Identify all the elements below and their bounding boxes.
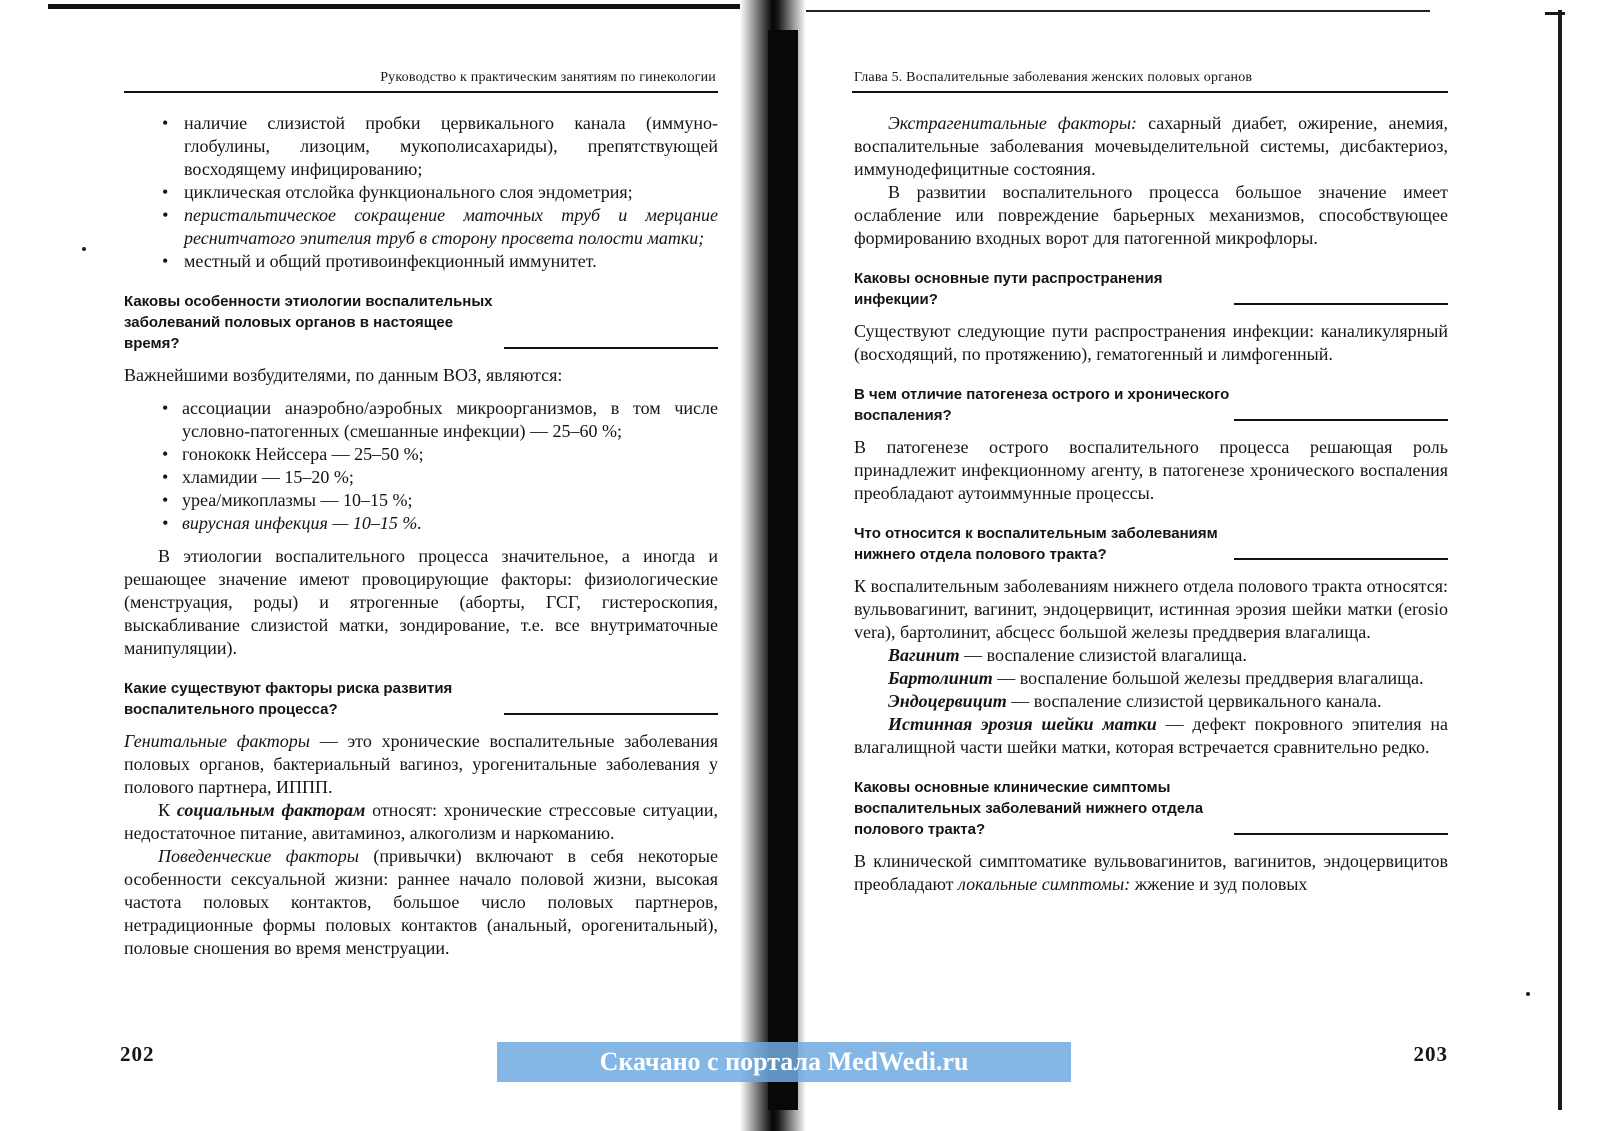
header-rule — [124, 91, 718, 93]
right-page-content — [854, 112, 1448, 896]
running-head: Руководство к практическим занятиям по гинекологии — [380, 70, 716, 85]
defense-mechanisms-list — [124, 112, 718, 273]
paragraph: В развитии воспалительного процесса большое значение имеет ослабление или повреждение барьерных механизмов, способствующее формированию входных ворот для патогенной микрофлоры. — [854, 182, 1448, 248]
question-heading — [124, 291, 718, 354]
question-heading — [854, 384, 1448, 426]
term: Поведенческие факторы — [158, 846, 359, 866]
question-heading — [854, 523, 1448, 565]
list-item: • ассоциации анаэробно/аэробных микроорганизмов, в том числе условно-патогенных (смешанные инфекции) — 25–60 %; — [124, 397, 718, 443]
definition: Истинная эрозия шейки матки — дефект покровного эпителия на влагалищной части шейки матки, которая встречается сравнительно редко. — [854, 714, 1448, 757]
scan-right-edge-tick — [1545, 12, 1565, 15]
list-item: • вирусная инфекция — 10–15 %. — [124, 512, 718, 535]
list-item: • наличие слизистой пробки цервикального канала (иммуно-глобулины, лизоцим, мукополисахариды), препятствующей восходящему инфицированию; — [124, 112, 718, 181]
question-text: Какие существуют факторы риска развития воспалительного процесса? — [124, 680, 453, 718]
list-item: • циклическая отслойка функционального слоя эндометрия; — [124, 181, 718, 204]
question-heading — [124, 678, 718, 720]
right-page — [848, 0, 1448, 1131]
definition: Вагинит — воспаление слизистой влагалища. — [888, 645, 1247, 665]
definition: Эндоцервицит — воспаление слизистой цервикального канала. — [888, 691, 1382, 711]
running-head: Глава 5. Воспалительные заболевания женских половых органов — [854, 70, 1253, 85]
book-spine-core — [768, 30, 798, 1110]
question-rule — [1234, 558, 1448, 560]
paragraph: Генитальные факторы — это хронические воспалительные заболевания половых органов, бактериальный вагиноз, урогенитальные заболевания у полового партнера, ИППП. — [124, 731, 718, 797]
term: локальные симптомы: — [958, 874, 1131, 894]
paragraph: В патогенезе острого воспалительного процесса решающая роль принадлежит инфекционному агенту, в патогенезе хронического воспаления преобладают аутоиммунные процессы. — [854, 437, 1448, 503]
term: социальным факторам — [176, 800, 366, 820]
paragraph: К воспалительным заболеваниям нижнего отдела полового тракта относятся: вульвовагинит, вагинит, эндоцервицит, истинная эрозия шейки матки (erosio vera), бартолинит, абсцесс большой железы преддверия влагалища. — [854, 576, 1448, 642]
question-rule — [1234, 303, 1448, 305]
paragraph: Экстрагенитальные факторы: сахарный диабет, ожирение, анемия, воспалительные заболевания мочевыделительной системы, дисбактериоз, иммунодефицитные состояния. — [854, 113, 1448, 179]
question-text: Каковы особенности этиологии воспалительных заболеваний половых органов в настоящее время? — [124, 293, 493, 352]
paragraph: В клинической симптоматике вульвовагинитов, вагинитов, эндоцервицитов преобладают локальные симптомы: жжение и зуд половых — [854, 851, 1448, 894]
question-rule — [504, 713, 718, 715]
definition: Бартолинит — воспаление большой железы преддверия влагалища. — [888, 668, 1424, 688]
paragraph: Поведенческие факторы (привычки) включают в себя некоторые особенности сексуальной жизни: раннее начало половой жизни, высокая частота половых контактов, большое число половых партнеров, нетрадиционные формы половых контактов (анальный, орогенитальный), половые сношения во время менструации. — [124, 846, 718, 958]
question-text: Каковы основные клинические симптомы воспалительных заболеваний нижнего отдела полового тракта? — [854, 779, 1204, 838]
list-item: • хламидии — 15–20 %; — [124, 466, 718, 489]
header-rule — [852, 91, 1448, 93]
term: Экстрагенитальные факторы: — [888, 113, 1138, 133]
list-item: • уреа/микоплазмы — 10–15 %; — [124, 489, 718, 512]
list-item: • местный и общий противоинфекционный иммунитет. — [124, 250, 718, 273]
term: Генитальные факторы — [124, 731, 310, 751]
list-item: • гонококк Нейссера — 25–50 %; — [124, 443, 718, 466]
question-heading — [854, 268, 1448, 310]
paragraph: К социальным факторам относят: хронические стрессовые ситуации, недостаточное питание, авитаминоз, алкоголизм и наркоманию. — [124, 800, 718, 843]
page-number: 203 — [1413, 1042, 1448, 1066]
question-rule — [1234, 833, 1448, 835]
question-text: В чем отличие патогенеза острого и хронического воспаления? — [854, 386, 1230, 424]
left-page — [120, 0, 740, 1131]
term: Бартолинит — [888, 668, 993, 688]
pathogens-list — [124, 397, 718, 535]
question-heading — [854, 777, 1448, 840]
question-text: Что относится к воспалительным заболеваниям нижнего отдела полового тракта? — [854, 525, 1218, 563]
question-text: Каковы основные пути распространения инфекции? — [854, 270, 1163, 308]
question-rule — [1234, 419, 1448, 421]
scan-speck — [82, 247, 86, 251]
left-page-content — [124, 112, 718, 960]
paragraph: В этиологии воспалительного процесса значительное, а иногда и решающее значение имеют провоцирующие факторы: физиологические (менструация, роды) и ятрогенные (аборты, ГСГ, гистероскопия, выскабливание слизистой матки, зондирование, т.е. все внутриматочные манипуляции). — [124, 546, 718, 658]
download-watermark: Скачано с портала MedWedi.ru — [497, 1042, 1071, 1082]
paragraph: Существуют следующие пути распространения инфекции: каналикулярный (восходящий, по протяжению), гематогенный и лимфогенный. — [854, 321, 1448, 364]
term: Вагинит — [888, 645, 960, 665]
question-rule — [504, 347, 718, 349]
page-number: 202 — [120, 1042, 155, 1066]
term: Эндоцервицит — [888, 691, 1007, 711]
list-item: • перистальтическое сокращение маточных труб и мерцание реснитчатого эпителия труб в сторону просвета полости матки; — [124, 204, 718, 250]
scan-speck — [1526, 992, 1530, 996]
term: Истинная эрозия шейки матки — [888, 714, 1157, 734]
paragraph: Важнейшими возбудителями, по данным ВОЗ, являются: — [124, 365, 563, 385]
scan-right-edge — [1558, 10, 1562, 1110]
